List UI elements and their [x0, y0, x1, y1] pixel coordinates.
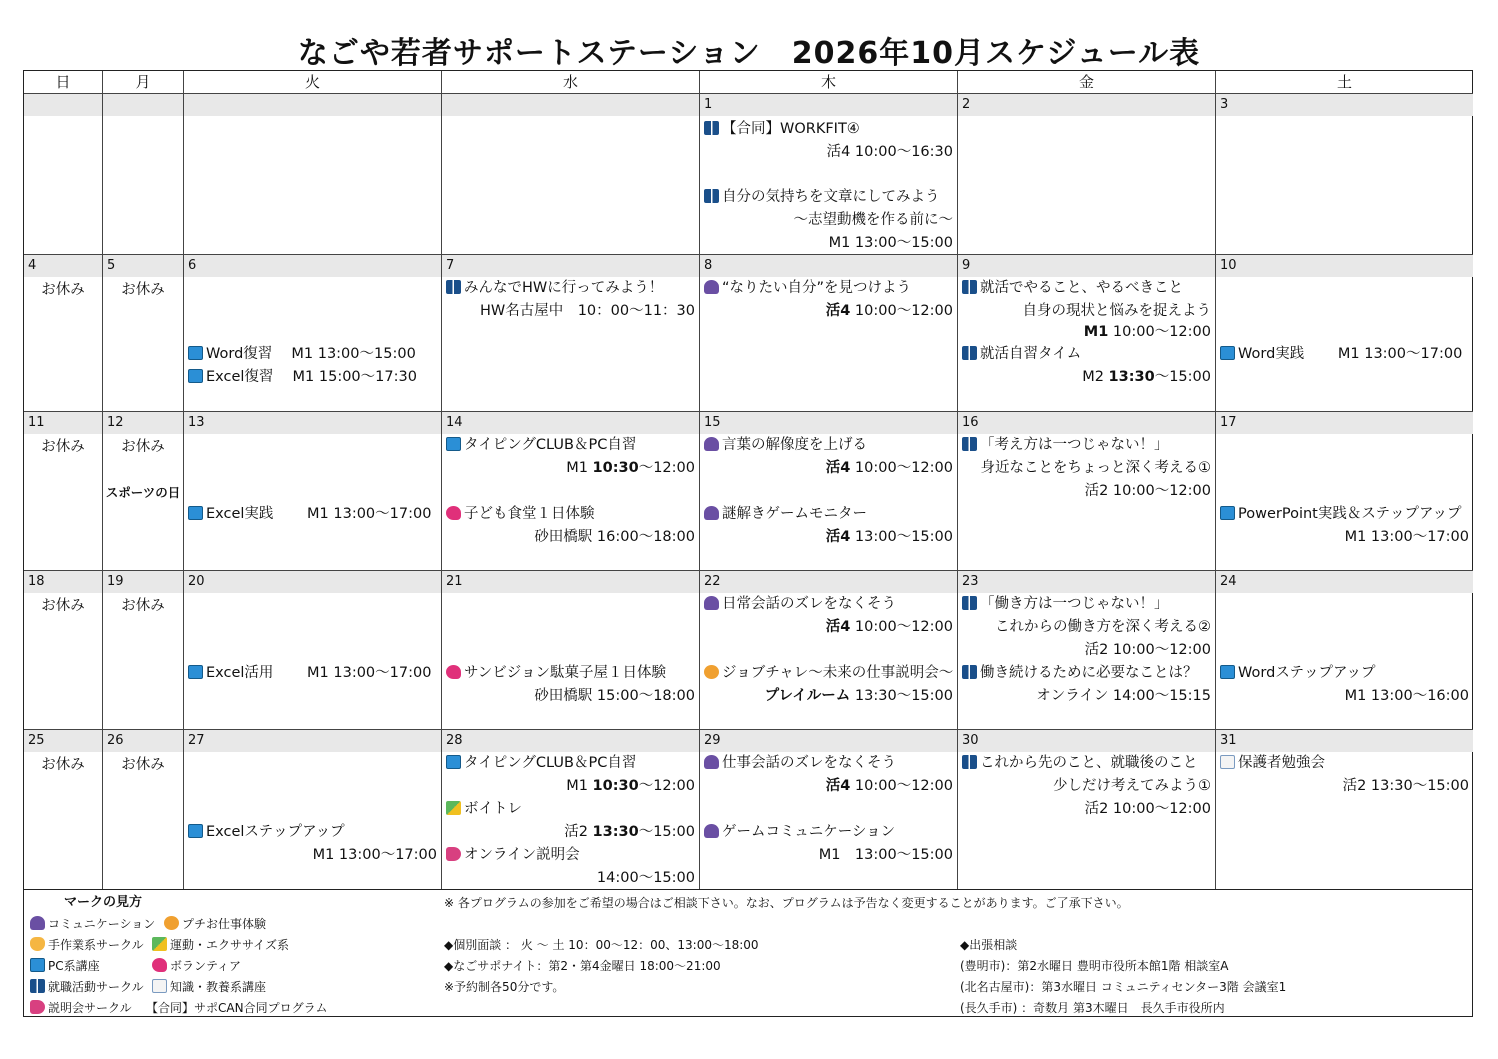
book-icon [152, 979, 167, 993]
day-cell-9 [958, 255, 1216, 412]
day-number: 8 [700, 255, 957, 277]
rest-label: お休み [121, 757, 165, 773]
people-icon [704, 506, 719, 520]
day-number: 2 [958, 94, 1215, 116]
hands-icon [164, 916, 179, 930]
event-title[interactable]: 謎解きゲームモニター [704, 503, 953, 525]
holiday-label: スポーツの日 [105, 485, 181, 500]
event-title[interactable]: 子ども食堂１日体験 [446, 503, 695, 525]
computer-icon [30, 958, 45, 972]
day-cell-12 [103, 412, 184, 571]
event-title[interactable]: みんなでHWに行ってみよう！ [446, 277, 695, 299]
computer-icon [188, 665, 203, 679]
event-title[interactable]: 「考え方は一つじゃない！」 [962, 434, 1211, 456]
day-cell-empty [442, 94, 700, 255]
day-number: 18 [24, 571, 102, 593]
suit-icon [962, 346, 977, 360]
event-time: M1 13:00～17:00 [1344, 529, 1469, 545]
event-title[interactable]: 「働き方は一つじゃない！」 [962, 593, 1211, 615]
people-icon [704, 596, 719, 610]
legend-item-briefing: 説明会サークル [30, 1000, 132, 1016]
event-subtitle: これからの働き方を深く考える② [995, 619, 1211, 635]
event-title[interactable]: 【合同】WORKFIT④ [704, 118, 953, 140]
event-time: 活2 13:30～15:00 [1342, 778, 1469, 794]
event-title[interactable]: Excel復習 M1 15:00～17:30 [188, 366, 437, 388]
day-number: 7 [442, 255, 699, 277]
day-cell-20 [184, 571, 442, 730]
day-number: 12 [103, 412, 183, 434]
suit-icon [30, 979, 45, 993]
event-title[interactable]: Excelステップアップ [188, 821, 437, 843]
computer-icon [1220, 346, 1235, 360]
heart-icon [152, 958, 167, 972]
people-icon [704, 437, 719, 451]
event-title[interactable]: 仕事会話のズレをなくそう [704, 752, 953, 774]
computer-icon [446, 755, 461, 769]
suit-icon [962, 596, 977, 610]
event-title[interactable]: タイピングCLUB＆PC自習 [446, 434, 695, 456]
day-cell-5 [103, 255, 184, 412]
weekday-thu: 木 [700, 71, 958, 94]
legend-item-comm: コミュニケーション [30, 916, 155, 932]
day-cell-28 [442, 730, 700, 889]
event-time: M1 13:00～15:00 [828, 235, 953, 251]
day-cell-18 [24, 571, 103, 730]
legend-item-craft: 手作業系サークル [30, 937, 144, 953]
day-number: 17 [1216, 412, 1473, 434]
day-number: 21 [442, 571, 699, 593]
day-number: 29 [700, 730, 957, 752]
rest-label: お休み [41, 439, 85, 455]
day-cell-16 [958, 412, 1216, 571]
day-cell-3 [1216, 94, 1473, 255]
event-title[interactable]: “なりたい自分”を見つけよう [704, 277, 953, 299]
day-cell-26 [103, 730, 184, 889]
event-time: 活4 10:00～16:30 [826, 144, 953, 160]
day-cell-8 [700, 255, 958, 412]
computer-icon [1220, 506, 1235, 520]
outreach-title: ◆出張相談 [960, 938, 1018, 952]
computer-icon [446, 437, 461, 451]
consult-hours: ◆個別面談 ： 火 ～ 土 10：00～12：00、13:00～18:00 [444, 938, 759, 952]
day-number: 14 [442, 412, 699, 434]
rest-label: お休み [41, 598, 85, 614]
rest-label: お休み [121, 282, 165, 298]
day-cell-15 [700, 412, 958, 571]
event-title[interactable]: ジョブチャレ～未来の仕事説明会～ [704, 662, 953, 684]
event-time: オンライン 14:00～15:15 [1036, 688, 1211, 704]
legend-item-sport: 運動・エクササイズ系 [152, 937, 289, 953]
event-title[interactable]: 働き続けるために必要なことは？ [962, 662, 1211, 684]
event-time: 活4 10:00～12:00 [825, 778, 953, 794]
computer-icon [1220, 665, 1235, 679]
event-time: 14:00～15:00 [596, 870, 695, 886]
rest-label: お休み [121, 598, 165, 614]
event-title[interactable]: これから先のこと、就職後のこと [962, 752, 1211, 774]
event-time: 活4 10:00～12:00 [825, 303, 953, 319]
day-number: 20 [184, 571, 441, 593]
day-cell-17 [1216, 412, 1473, 571]
event-title[interactable]: ゲームコミュニケーション [704, 821, 953, 843]
event-title[interactable]: 自分の気持ちを文章にしてみよう [704, 186, 953, 208]
legend-item-petit: プチお仕事体験 [164, 916, 266, 932]
weekday-fri: 金 [958, 71, 1216, 94]
day-number: 23 [958, 571, 1215, 593]
day-number: 22 [700, 571, 957, 593]
event-title[interactable]: 就活自習タイム [962, 343, 1211, 365]
suit-icon [962, 280, 977, 294]
day-number: 15 [700, 412, 957, 434]
event-time: 活2 10:00～12:00 [1084, 642, 1211, 658]
event-title[interactable]: PowerPoint実践＆ステップアップ [1220, 503, 1469, 525]
day-cell-1 [700, 94, 958, 255]
heart-icon [446, 665, 461, 679]
legend-note: ※ 各プログラムの参加をご希望の場合はご相談下さい。なお、プログラムは予告なく変更することがあります。ご了承下さい。 [444, 896, 1129, 910]
day-cell-24 [1216, 571, 1473, 730]
event-subtitle: 身近なことをちょっと深く考える① [980, 460, 1211, 476]
weekday-wed: 水 [442, 71, 700, 94]
event-title[interactable]: 保護者勉強会 [1220, 752, 1469, 774]
people-icon [704, 755, 719, 769]
weekday-tue: 火 [184, 71, 442, 94]
event-time: M2 13:30～15:00 [1082, 369, 1211, 385]
legend-item-pc: PC系講座 [30, 958, 100, 974]
legend-box [23, 889, 1473, 1017]
legend-item-knowledge: 知識・教養系講座 [152, 979, 266, 995]
day-number: 1 [700, 94, 957, 116]
day-number: 16 [958, 412, 1215, 434]
day-cell-4 [24, 255, 103, 412]
event-title[interactable]: Excel活用 M1 13:00～17:00 [188, 662, 437, 684]
day-cell-2 [958, 94, 1216, 255]
day-number: 5 [103, 255, 183, 277]
day-number: 31 [1216, 730, 1473, 752]
page-title: なごや若者サポートステーション 2026年10月スケジュール表 [297, 36, 1201, 71]
event-time: M1 10:30～12:00 [566, 460, 695, 476]
computer-icon [188, 824, 203, 838]
event-title[interactable]: オンライン説明会 [446, 844, 695, 866]
event-time: 活2 13:30～15:00 [564, 824, 695, 840]
consult-night: ◆なごサポナイト：第2・第4金曜日 18:00～21:00 [444, 959, 721, 973]
day-number: 30 [958, 730, 1215, 752]
event-time: 活2 10:00～12:00 [1084, 801, 1211, 817]
day-number: 26 [103, 730, 183, 752]
event-title[interactable]: Word復習 M1 13:00～15:00 [188, 343, 437, 365]
computer-icon [188, 369, 203, 383]
day-number: 28 [442, 730, 699, 752]
day-cell-10 [1216, 255, 1473, 412]
event-title[interactable]: Word実践 M1 13:00～17:00 [1220, 343, 1469, 365]
event-time: HW名古屋中 10：00～11：30 [479, 303, 695, 319]
suit-icon [446, 280, 461, 294]
runner-icon [152, 937, 167, 951]
day-cell-29 [700, 730, 958, 889]
event-title[interactable]: ボイトレ [446, 798, 695, 820]
book-icon [1220, 755, 1235, 769]
rest-label: お休み [121, 439, 165, 455]
day-number: 6 [184, 255, 441, 277]
event-title[interactable]: Excel実践 M1 13:00～17:00 [188, 503, 437, 525]
hand-icon [30, 937, 45, 951]
weekday-sat: 土 [1216, 71, 1473, 94]
legend-heading: マークの見方 [64, 895, 143, 910]
people-icon [704, 280, 719, 294]
people-icon [704, 824, 719, 838]
day-cell-empty [184, 94, 442, 255]
event-time: M1 13:00～16:00 [1344, 688, 1469, 704]
event-subtitle: ～志望動機を作る前に～ [793, 212, 953, 228]
megaphone-icon [30, 1000, 45, 1014]
day-cell-31 [1216, 730, 1473, 889]
event-title[interactable]: 言葉の解像度を上げる [704, 434, 953, 456]
hands-icon [704, 665, 719, 679]
suit-icon [704, 121, 719, 135]
weekday-sun: 日 [24, 71, 103, 94]
day-cell-13 [184, 412, 442, 571]
day-cell-30 [958, 730, 1216, 889]
suit-icon [962, 665, 977, 679]
event-time: 砂田橋駅 16:00～18:00 [534, 529, 695, 545]
event-subtitle: 少しだけ考えてみよう① [1053, 778, 1211, 794]
day-number: 10 [1216, 255, 1473, 277]
event-title[interactable]: Wordステップアップ [1220, 662, 1469, 684]
day-cell-empty [24, 94, 103, 255]
event-title[interactable]: タイピングCLUB＆PC自習 [446, 752, 695, 774]
event-time: 砂田橋駅 15:00～18:00 [534, 688, 695, 704]
consult-note: ※予約制各50分です。 [444, 980, 565, 994]
day-cell-27 [184, 730, 442, 889]
event-time: プレイルーム 13:30～15:00 [764, 688, 953, 704]
suit-icon [962, 755, 977, 769]
day-number: 11 [24, 412, 102, 434]
day-cell-6 [184, 255, 442, 412]
people-icon [30, 916, 45, 930]
outreach-kitanagoya: (北名古屋市)：第3水曜日 コミュニティセンター3階 会議室1 [960, 980, 1287, 994]
weekday-mon: 月 [103, 71, 184, 94]
day-cell-7 [442, 255, 700, 412]
day-number: 25 [24, 730, 102, 752]
day-cell-11 [24, 412, 103, 571]
day-cell-19 [103, 571, 184, 730]
event-time: M1 13:00～15:00 [818, 847, 953, 863]
legend-item-joint: 【合同】サポCAN合同プログラム [146, 1001, 328, 1015]
suit-icon [704, 189, 719, 203]
event-time: 活4 10:00～12:00 [825, 619, 953, 635]
computer-icon [188, 346, 203, 360]
event-time: 活2 10:00～12:00 [1084, 483, 1211, 499]
day-cell-14 [442, 412, 700, 571]
day-number: 13 [184, 412, 441, 434]
event-time: 活4 13:00～15:00 [825, 529, 953, 545]
day-number: 27 [184, 730, 441, 752]
day-cell-23 [958, 571, 1216, 730]
event-time: 活4 10:00～12:00 [825, 460, 953, 476]
rest-label: お休み [41, 282, 85, 298]
day-cell-22 [700, 571, 958, 730]
day-number: 9 [958, 255, 1215, 277]
day-number: 19 [103, 571, 183, 593]
day-number: 4 [24, 255, 102, 277]
event-subtitle: 自身の現状と悩みを捉えよう [1022, 303, 1211, 319]
event-time: M1 13:00～17:00 [312, 847, 437, 863]
rest-label: お休み [41, 757, 85, 773]
event-title[interactable]: サンビジョン駄菓子屋１日体験 [446, 662, 695, 684]
event-title[interactable]: 日常会話のズレをなくそう [704, 593, 953, 615]
day-cell-empty [103, 94, 184, 255]
suit-icon [962, 437, 977, 451]
runner-icon [446, 801, 461, 815]
day-cell-25 [24, 730, 103, 889]
legend-item-job: 就職活動サークル [30, 979, 144, 995]
day-cell-21 [442, 571, 700, 730]
outreach-nagakute: (長久手市) ：奇数月 第3木曜日 長久手市役所内 [960, 1001, 1225, 1015]
event-time: M1 10:30～12:00 [566, 778, 695, 794]
event-title[interactable]: 就活でやること、やるべきこと [962, 277, 1211, 299]
day-number: 24 [1216, 571, 1473, 593]
legend-item-volunteer: ボランティア [152, 958, 241, 974]
calendar-grid [23, 70, 1473, 890]
day-number: 3 [1216, 94, 1473, 116]
computer-icon [188, 506, 203, 520]
heart-icon [446, 506, 461, 520]
outreach-toyoake: (豊明市)：第2水曜日 豊明市役所本館1階 相談室A [960, 959, 1229, 973]
event-time: M1 10:00～12:00 [1083, 324, 1211, 340]
megaphone-icon [446, 847, 461, 861]
